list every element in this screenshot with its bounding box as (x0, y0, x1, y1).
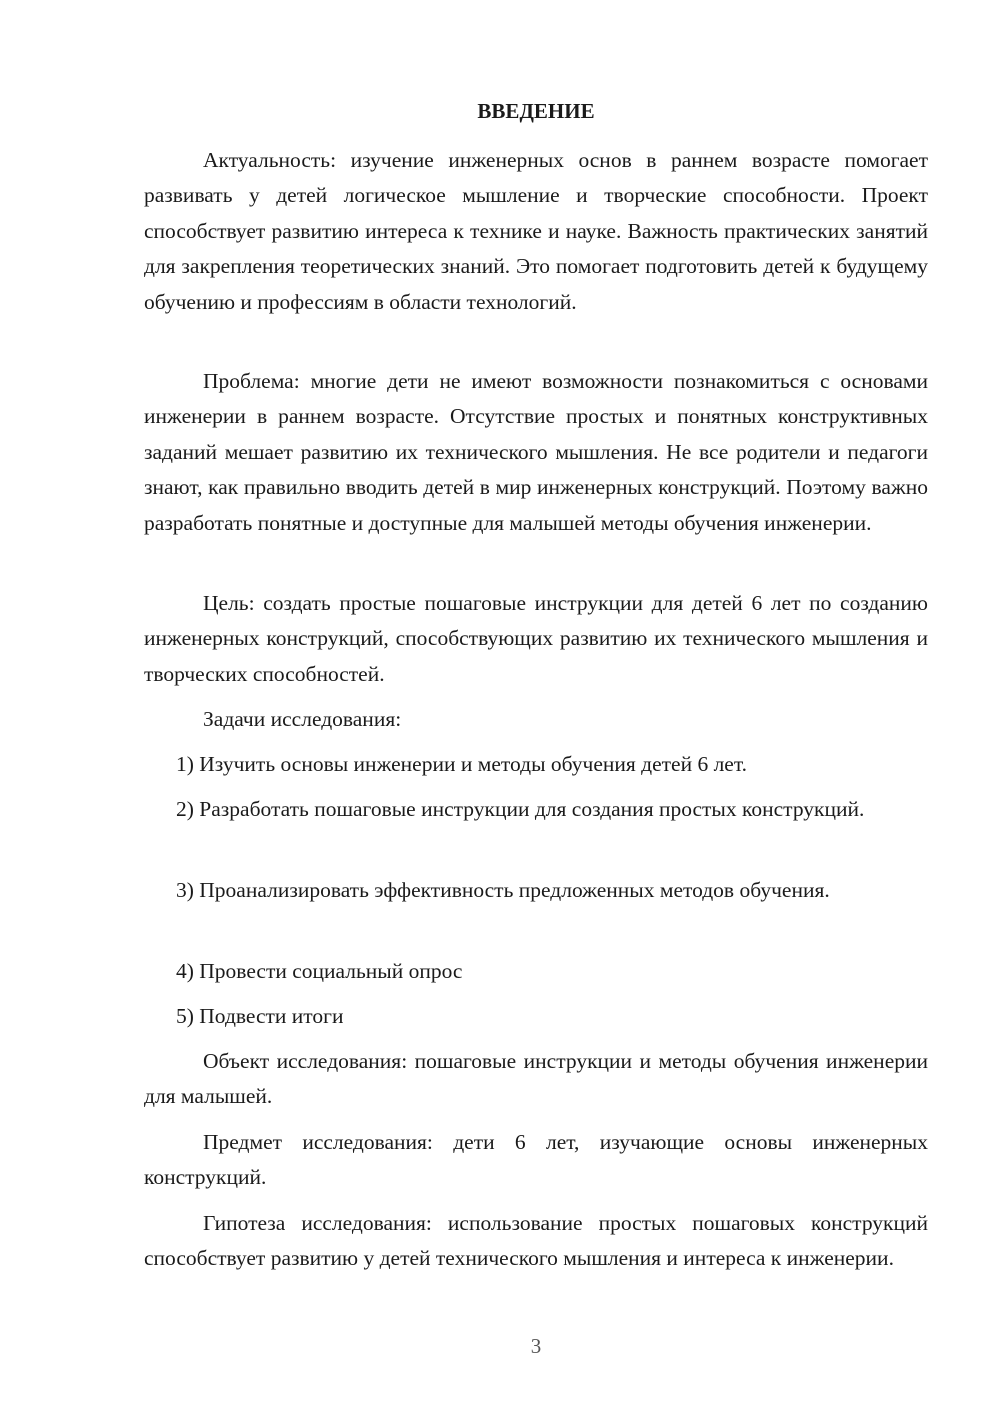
page-number: 3 (530, 1334, 542, 1358)
task-item-3: 3) Проанализировать эффективность предложенных методов обучения. (176, 878, 830, 902)
task-item-2: 2) Разработать пошаговые инструкции для создания простых конструкций. (176, 797, 865, 821)
tasks-heading: Задачи исследования: (203, 707, 402, 731)
paragraph-problem: Проблема: многие дети не имеют возможности познакомиться с основами инженерии в раннем возрасте. Отсутствие простых и понятных конструктивных заданий мешает развитию их технического мышления. Не все родители и педагоги знают, как правильно вводить детей в мир инженерных конструкций. Поэтому важно разработать понятные и доступные для малышей методы обучения инженерии. (144, 369, 928, 535)
paragraph-object: Объект исследования: пошаговые инструкции и методы обучения инженерии для малышей. (144, 1049, 928, 1109)
task-item-4: 4) Провести социальный опрос (176, 959, 463, 983)
task-item-1: 1) Изучить основы инженерии и методы обучения детей 6 лет. (176, 752, 747, 776)
paragraph-relevance: Актуальность: изучение инженерных основ в раннем возрасте помогает развивать у детей логическое мышление и творческие способности. Проект способствует развитию интереса к технике и науке. Важность практических занятий для закрепления теоретических знаний. Это помогает подготовить детей к будущему обучению и профессиям в области технологий. (144, 148, 928, 314)
paragraph-hypothesis: Гипотеза исследования: использование простых пошаговых конструкций способствует развитию у детей технического мышления и интереса к инженерии. (144, 1211, 928, 1271)
paragraph-subject: Предмет исследования: дети 6 лет, изучающие основы инженерных конструкций. (144, 1130, 928, 1190)
paragraph-goal: Цель: создать простые пошаговые инструкции для детей 6 лет по созданию инженерных конструкций, способствующих развитию их технического мышления и творческих способностей. (144, 591, 928, 686)
page-title: ВВЕДЕНИЕ (477, 99, 595, 123)
task-item-5: 5) Подвести итоги (176, 1004, 344, 1028)
